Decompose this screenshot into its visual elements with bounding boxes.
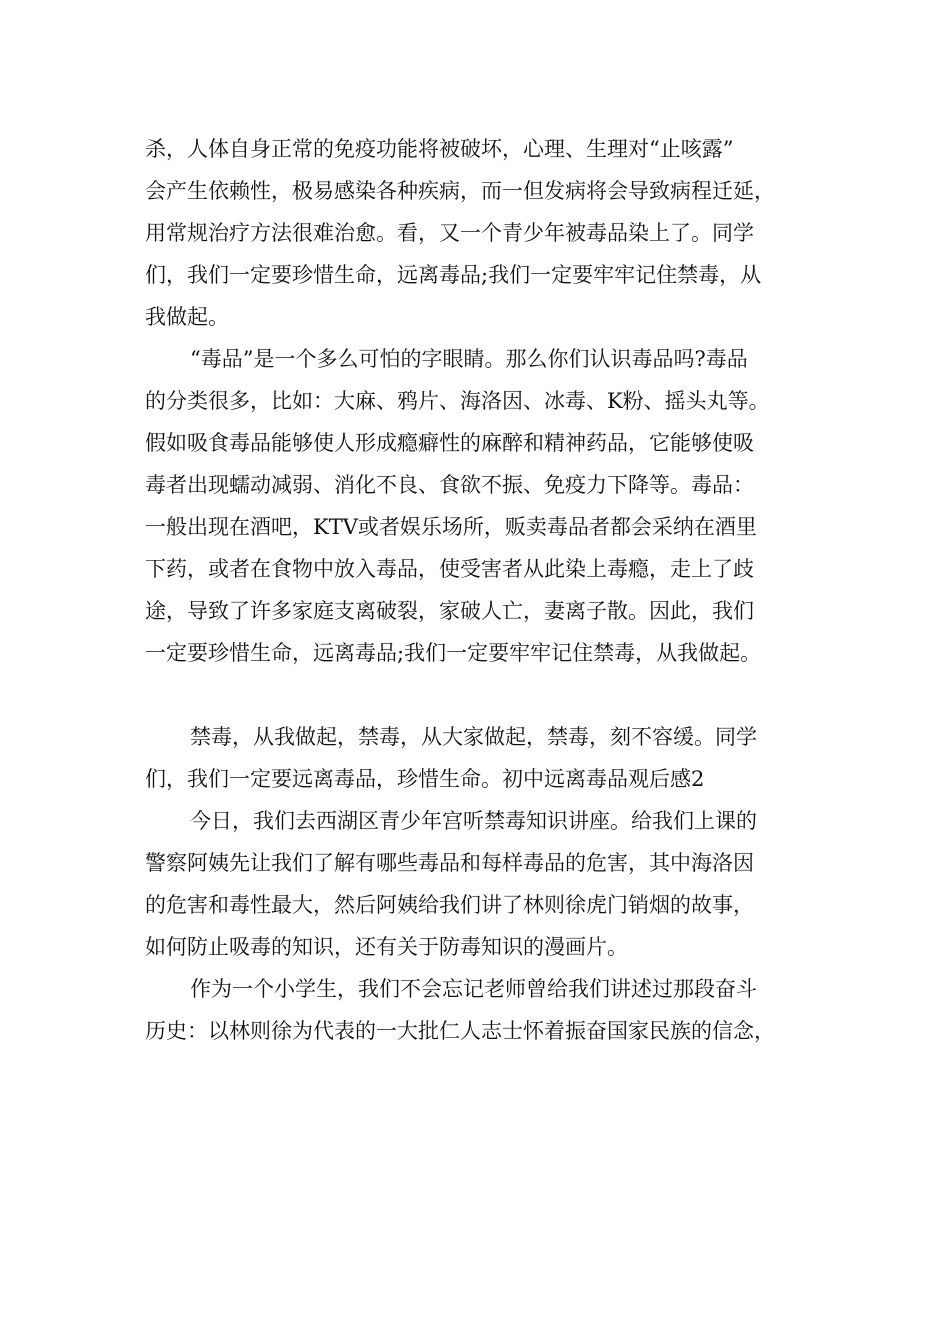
text-line: 一定要珍惜生命，远离毒品;我们一定要牢牢记住禁毒，从我做起。 bbox=[145, 641, 762, 665]
text-line: 下药，或者在食物中放入毒品，使受害者从此染上毒瘾，走上了歧 bbox=[145, 557, 754, 581]
text-line: 途，导致了许多家庭支离破裂，家破人亡，妻离子散。因此，我们 bbox=[145, 599, 754, 623]
text-line: 的危害和毒性最大，然后阿姨给我们讲了林则徐虎门销烟的故事， bbox=[145, 893, 754, 917]
text-line: 们，我们一定要珍惜生命，远离毒品;我们一定要牢牢记住禁毒，从 bbox=[145, 263, 762, 287]
text-line: 警察阿姨先让我们了解有哪些毒品和每样毒品的危害，其中海洛因 bbox=[145, 851, 754, 875]
text-line: 作为一个小学生，我们不会忘记老师曾给我们讲述过那段奋斗 bbox=[190, 977, 757, 1001]
text-line: 们，我们一定要远离毒品，珍惜生命。初中远离毒品观后感2 bbox=[145, 767, 705, 791]
text-line: 我做起。 bbox=[145, 305, 229, 329]
text-line: 一般出现在酒吧，KTV或者娱乐场所，贩卖毒品者都会采纳在酒里 bbox=[145, 515, 757, 539]
text-line: 的分类很多，比如：大麻、鸦片、海洛因、冰毒、K粉、摇头丸等。 bbox=[145, 389, 770, 413]
paragraph-gap bbox=[145, 674, 825, 716]
text-line: 假如吸食毒品能够使人形成瘾癖性的麻醉和精神药品，它能够使吸 bbox=[145, 431, 754, 455]
text-line: 杀，人体自身正常的免疫功能将被破坏，心理、生理对“止咳露” bbox=[145, 137, 734, 161]
text-line: 用常规治疗方法很难治愈。看，又一个青少年被毒品染上了。同学 bbox=[145, 221, 754, 245]
body-text bbox=[145, 128, 825, 1052]
text-line: 今日，我们去西湖区青少年宫听禁毒知识讲座。给我们上课的 bbox=[190, 809, 757, 833]
text-line: 历史：以林则徐为代表的一大批仁人志士怀着振奋国家民族的信念， bbox=[145, 1019, 775, 1043]
text-line: 禁毒，从我做起，禁毒，从大家做起，禁毒，刻不容缓。同学 bbox=[190, 725, 757, 749]
text-line: “毒品”是一个多么可怕的字眼睛。那么你们认识毒品吗?毒品 bbox=[190, 347, 748, 371]
text-line: 如何防止吸毒的知识，还有关于防毒知识的漫画片。 bbox=[145, 935, 628, 959]
text-line: 会产生依赖性，极易感染各种疾病，而一但发病将会导致病程迁延， bbox=[145, 179, 775, 203]
text-line: 毒者出现蠕动减弱、消化不良、食欲不振、免疫力下降等。毒品： bbox=[145, 473, 754, 497]
